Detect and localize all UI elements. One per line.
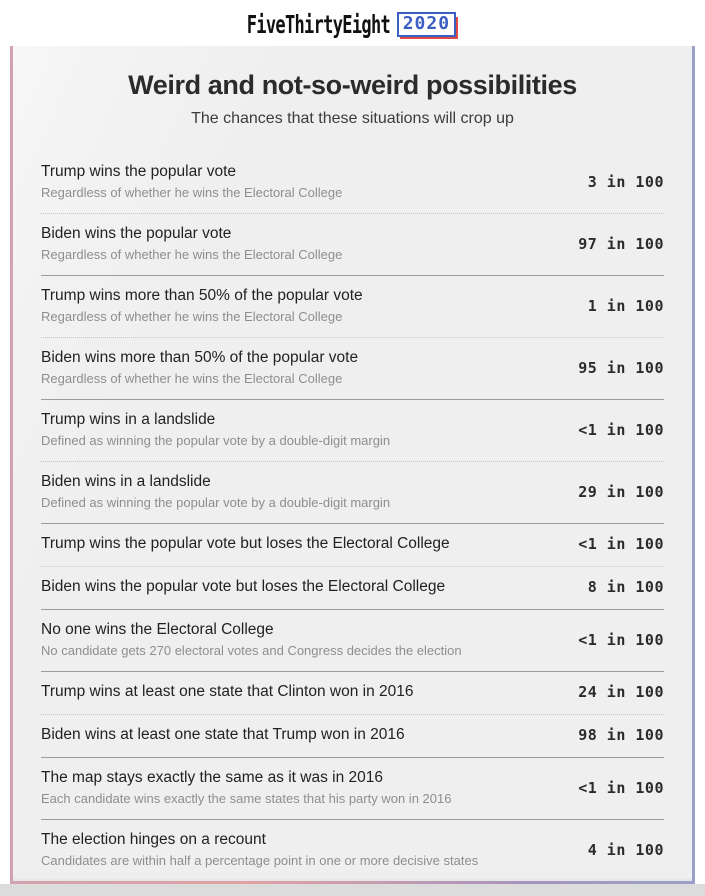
possibility-text (41, 725, 562, 745)
possibility-probability: 29 in 100 (578, 482, 664, 501)
possibility-subtitle: Defined as winning the popular vote by a double-digit margin (41, 433, 391, 448)
possibility-probability: 97 in 100 (578, 234, 664, 253)
possibility-probability: 1 in 100 (587, 296, 664, 315)
possibility-subtitle: Regardless of whether he wins the Electoral College (41, 371, 343, 386)
possibilities-card-border (10, 46, 695, 884)
possibility-title: Trump wins more than 50% of the popular vote (41, 287, 363, 304)
possibility-row (41, 338, 664, 400)
possibility-text (41, 768, 562, 807)
possibility-probability: 98 in 100 (578, 726, 664, 744)
possibility-title: Biden wins at least one state that Trump won in 2016 (41, 726, 405, 743)
possibility-title: Trump wins the popular vote but loses the Electoral College (41, 535, 450, 552)
possibility-row (41, 524, 664, 567)
possibility-title: Biden wins the popular vote (41, 225, 232, 242)
possibility-row (41, 715, 664, 758)
possibility-title: Trump wins in a landslide (41, 411, 216, 428)
possibility-title: Biden wins the popular vote but loses the Electoral College (41, 578, 446, 595)
possibility-row (41, 152, 664, 214)
possibilities-list (41, 152, 664, 881)
possibility-probability: <1 in 100 (578, 630, 664, 649)
possibility-subtitle: Each candidate wins exactly the same states that his party won in 2016 (41, 791, 452, 806)
year-2020-badge[interactable]: 2020 (397, 12, 456, 37)
possibility-subtitle: No candidate gets 270 electoral votes and Congress decides the election (41, 643, 462, 658)
possibility-probability: 24 in 100 (578, 683, 664, 701)
possibility-text (41, 162, 572, 201)
possibility-text (41, 224, 562, 263)
possibility-text (41, 348, 562, 387)
possibility-text (41, 830, 572, 869)
possibilities-card (13, 46, 692, 881)
possibility-subtitle: Candidates are within half a percentage point in one or more decisive states (41, 853, 479, 868)
possibility-row (41, 400, 664, 462)
possibility-title: Biden wins more than 50% of the popular vote (41, 349, 359, 366)
possibility-text (41, 682, 562, 702)
possibility-title: The map stays exactly the same as it was in 2016 (41, 769, 384, 786)
page-title: Weird and not-so-weird possibilities (128, 70, 577, 100)
possibility-probability: <1 in 100 (578, 420, 664, 439)
possibility-row (41, 276, 664, 338)
possibility-probability: 3 in 100 (587, 172, 664, 191)
possibility-title: Trump wins at least one state that Clinton won in 2016 (41, 683, 414, 700)
site-header (0, 0, 705, 46)
possibility-text (41, 620, 562, 659)
possibility-row (41, 610, 664, 672)
possibility-subtitle: Regardless of whether he wins the Electoral College (41, 309, 343, 324)
possibility-row (41, 672, 664, 715)
possibility-subtitle: Regardless of whether he wins the Electoral College (41, 247, 343, 262)
possibility-row (41, 758, 664, 820)
possibility-text (41, 472, 562, 511)
possibility-row (41, 567, 664, 610)
possibility-probability: <1 in 100 (578, 535, 664, 553)
possibility-title: No one wins the Electoral College (41, 621, 274, 638)
possibility-text (41, 286, 572, 325)
possibility-text (41, 534, 562, 554)
fivethirtyeight-logo[interactable]: FiveThirtyEight (246, 9, 390, 39)
possibility-probability: 95 in 100 (578, 358, 664, 377)
possibility-text (41, 410, 562, 449)
possibility-row (41, 214, 664, 276)
next-section-strip (0, 884, 705, 896)
possibility-row (41, 462, 664, 524)
possibility-title: The election hinges on a recount (41, 831, 266, 848)
possibility-probability: <1 in 100 (578, 778, 664, 797)
possibility-subtitle: Regardless of whether he wins the Electoral College (41, 185, 343, 200)
possibility-row (41, 820, 664, 881)
page-subtitle: The chances that these situations will crop up (191, 110, 514, 127)
possibility-title: Biden wins in a landslide (41, 473, 211, 490)
possibility-text (41, 577, 572, 597)
possibility-subtitle: Defined as winning the popular vote by a double-digit margin (41, 495, 391, 510)
possibility-probability: 4 in 100 (587, 840, 664, 859)
possibility-title: Trump wins the popular vote (41, 163, 236, 180)
possibility-probability: 8 in 100 (587, 578, 664, 596)
